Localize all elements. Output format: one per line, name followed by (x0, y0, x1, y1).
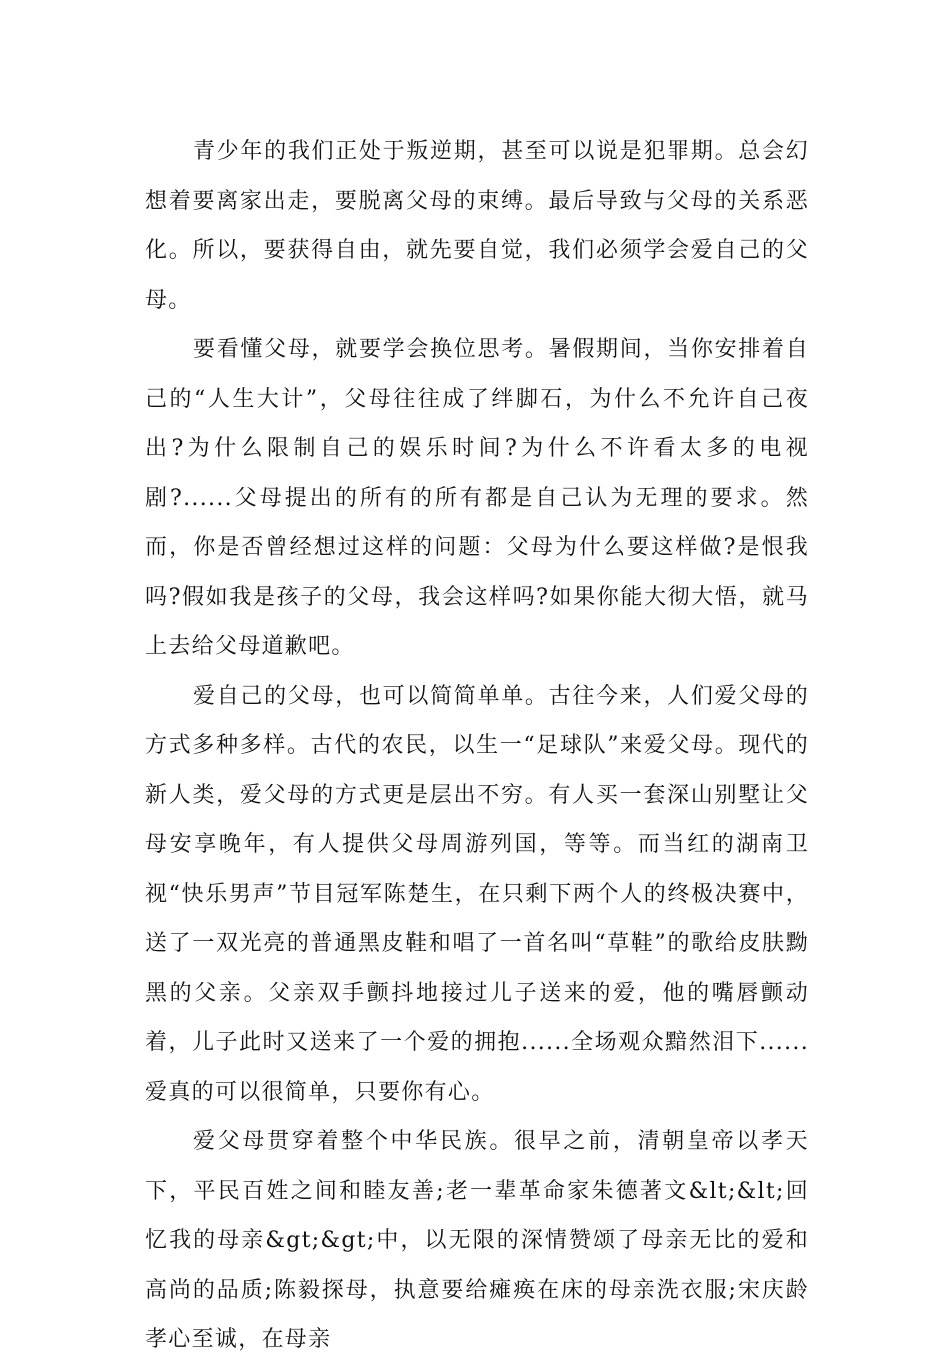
paragraph-4: 爱父母贯穿着整个中华民族。很早之前，清朝皇帝以孝天下，平民百姓之间和睦友善;老一辈革命家朱德著文&lt;&lt;回忆我的母亲&gt;&gt;中，以无限的深情赞颂了母亲无比的爱和高尚的品质;陈毅探母，执意要给瘫痪在床的母亲洗衣服;宋庆龄孝心至诚，在母亲 (145, 1129, 809, 1352)
paragraph-2: 要看懂父母，就要学会换位思考。暑假期间，当你安排着自己的“人生大计”，父母往往成了绊脚石，为什么不允许自己夜出?为什么限制自己的娱乐时间?为什么不许看太多的电视剧?......父母提出的所有的所有都是自己认为无理的要求。然而，你是否曾经想过这样的问题：父母为什么要这样做?是恨我吗?假如我是孩子的父母，我会这样吗?如果你能大彻大悟，就马上去给父母道歉吧。 (145, 337, 809, 659)
paragraph-3: 爱自己的父母，也可以简简单单。古往今来，人们爱父母的方式多种多样。古代的农民，以生一“足球队”来爱父母。现代的新人类，爱父母的方式更是层出不穷。有人买一套深山别墅让父母安享晚年，有人提供父母周游列国，等等。而当红的湖南卫视“快乐男声”节目冠军陈楚生，在只剩下两个人的终极决赛中，送了一双光亮的普通黑皮鞋和唱了一首名叫“草鞋”的歌给皮肤黝黑的父亲。父亲双手颤抖地接过儿子送来的爱，他的嘴唇颤动着，儿子此时又送来了一个爱的拥抱......全场观众黯然泪下......爱真的可以很简单，只要你有心。 (145, 683, 809, 1105)
document-body (145, 127, 809, 1365)
paragraph-1: 青少年的我们正处于叛逆期，甚至可以说是犯罪期。总会幻想着要离家出走，要脱离父母的束缚。最后导致与父母的关系恶化。所以，要获得自由，就先要自觉，我们必须学会爱自己的父母。 (145, 139, 809, 313)
